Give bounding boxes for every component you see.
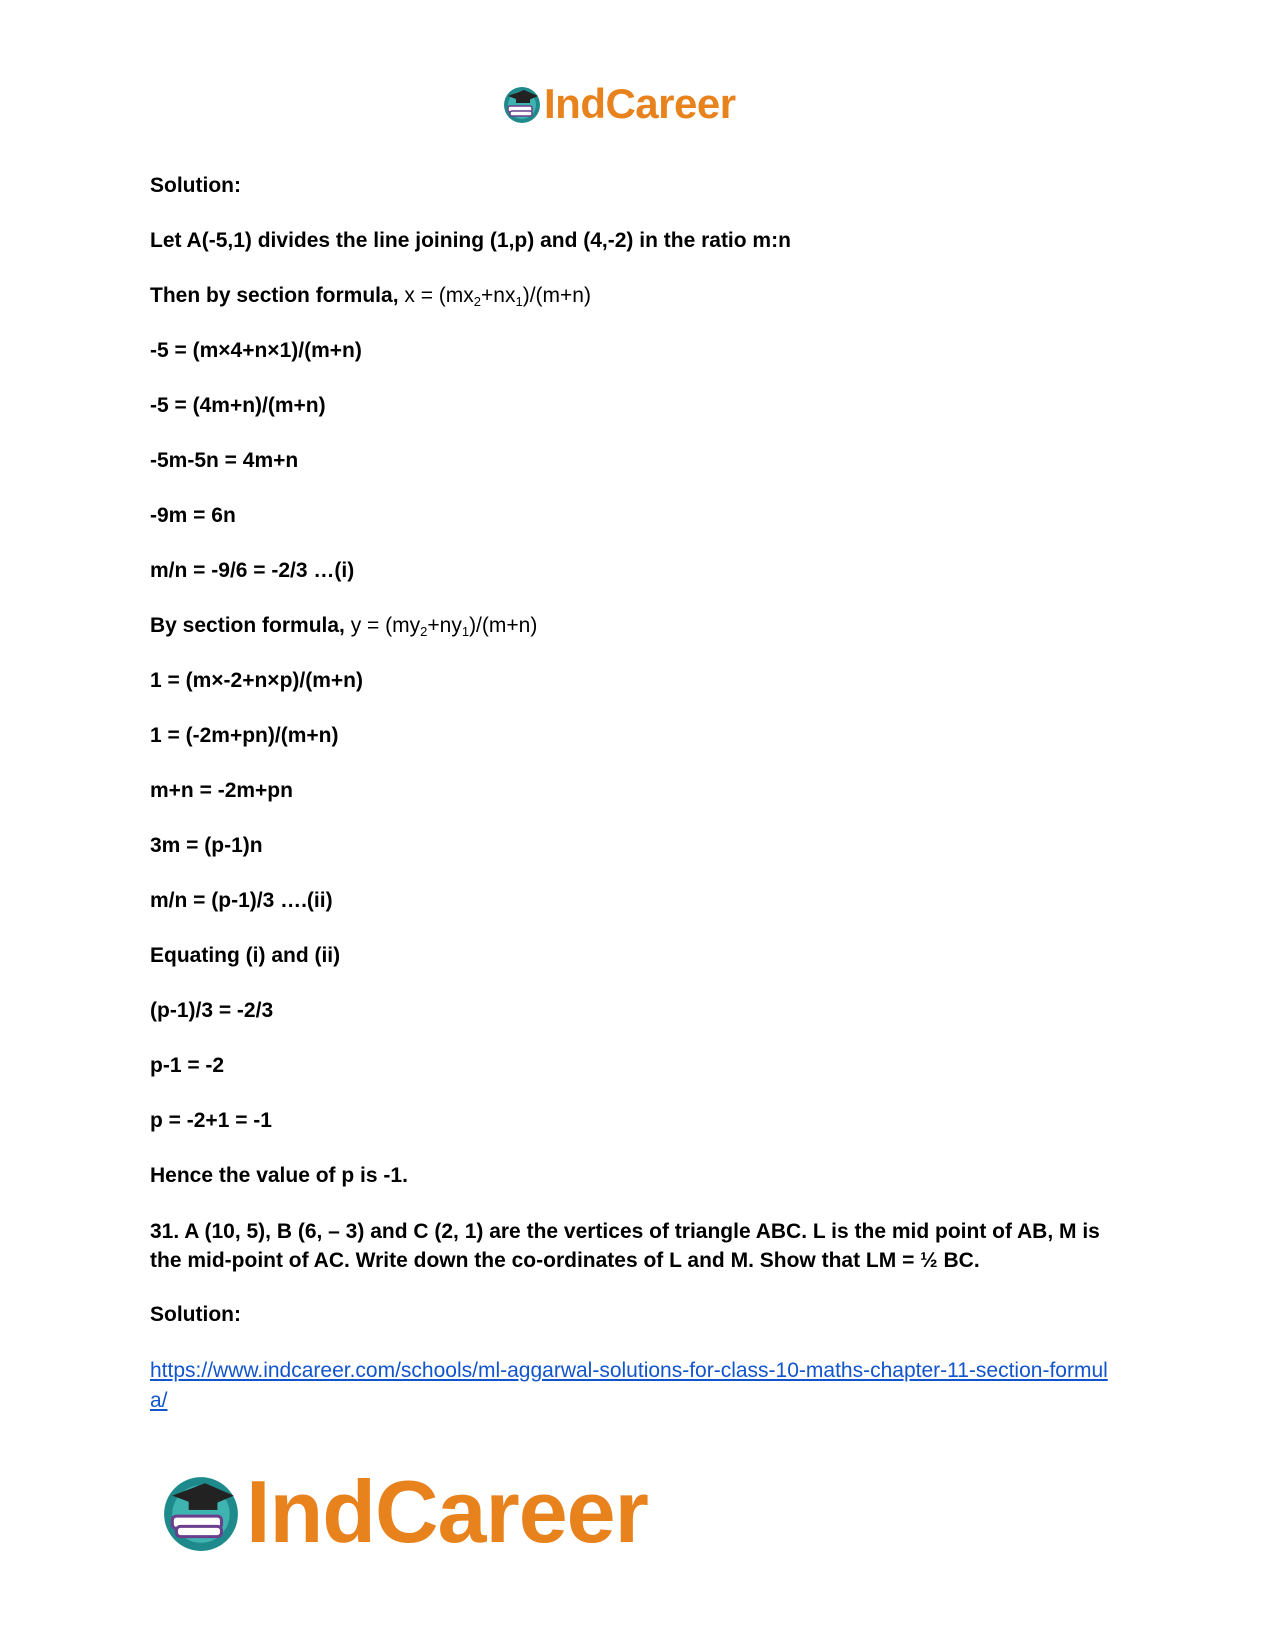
text-line: -9m = 6n xyxy=(150,504,236,527)
text-line: 3m = (p-1)n xyxy=(150,834,263,857)
text-line: p = -2+1 = -1 xyxy=(150,1109,272,1132)
solution-heading: Solution: xyxy=(150,1303,241,1326)
text-line: p-1 = -2 xyxy=(150,1054,225,1077)
header-logo xyxy=(502,78,736,130)
formula-part: +nx xyxy=(481,284,516,307)
subscript: 1 xyxy=(515,294,523,309)
solution-heading: Solution: xyxy=(150,174,241,197)
graduation-cap-book-globe-icon xyxy=(502,84,542,124)
subscript: 2 xyxy=(420,624,428,639)
brand-name: IndCareer xyxy=(246,1462,648,1561)
text-line-section-formula-y xyxy=(150,612,1130,640)
text-line: -5 = (m×4+n×1)/(m+n) xyxy=(150,339,362,362)
text-line: 1 = (m×-2+n×p)/(m+n) xyxy=(150,669,363,692)
question-31: 31. A (10, 5), B (6, – 3) and C (2, 1) are the vertices of triangle ABC. L is the mid point of AB, M is the mid-point of AC. Write down the co-ordinates of L and M. Show that LM = ½ BC. xyxy=(150,1220,1100,1272)
text-line: m/n = -9/6 = -2/3 …(i) xyxy=(150,559,355,582)
formula-part: +ny xyxy=(427,614,462,637)
document-body xyxy=(150,172,1130,1416)
text-line: Let A(-5,1) divides the line joining (1,p) and (4,-2) in the ratio m:n xyxy=(150,229,791,252)
text-line: Equating (i) and (ii) xyxy=(150,944,341,967)
text-line: (p-1)/3 = -2/3 xyxy=(150,999,274,1022)
text-line: m/n = (p-1)/3 ….(ii) xyxy=(150,889,333,912)
footer-logo xyxy=(160,1462,648,1562)
bold-label: By section formula, xyxy=(150,614,351,637)
text-line-section-formula-x xyxy=(150,282,1130,310)
formula-part: )/(m+n) xyxy=(469,614,538,637)
text-line: -5 = (4m+n)/(m+n) xyxy=(150,394,326,417)
subscript: 1 xyxy=(461,624,470,639)
subscript: 2 xyxy=(473,294,482,309)
graduation-cap-book-globe-icon xyxy=(160,1471,242,1553)
formula-part: )/(m+n) xyxy=(522,284,591,307)
formula-part: y = (my xyxy=(350,614,421,637)
source-link[interactable]: https://www.indcareer.com/schools/ml-aggarwal-solutions-for-class-10-maths-chapter-11-section-formula/ xyxy=(150,1359,1108,1412)
text-line: 1 = (-2m+pn)/(m+n) xyxy=(150,724,339,747)
conclusion-line: Hence the value of p is -1. xyxy=(150,1164,408,1187)
bold-label: Then by section formula, xyxy=(150,284,405,307)
brand-name: IndCareer xyxy=(544,80,736,127)
text-line: -5m-5n = 4m+n xyxy=(150,449,299,472)
formula-part: x = (mx xyxy=(404,284,474,307)
text-line: m+n = -2m+pn xyxy=(150,779,293,802)
